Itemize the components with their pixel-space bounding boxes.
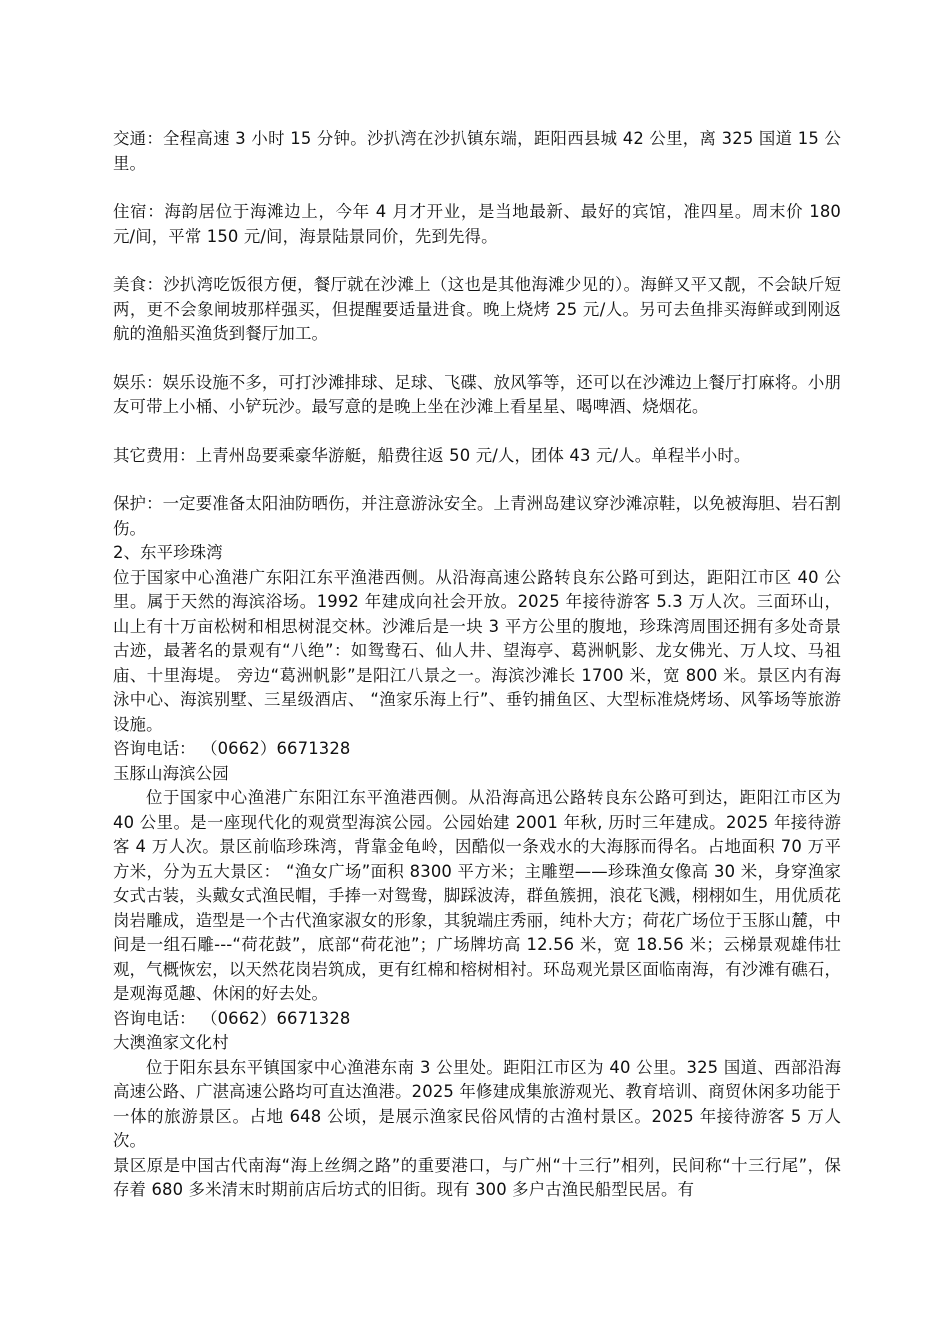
- yutun-phone: 咨询电话： （0662）6671328: [113, 1008, 351, 1028]
- section2-heading: 2、东平珍珠湾: [113, 543, 223, 562]
- protection-paragraph: 保护：一定要准备太阳油防晒伤，并注意游泳安全。上青洲岛建议穿沙滩凉鞋，以免被海胆、岩石割伤。: [113, 494, 841, 538]
- daao-body-continued: 景区原是中国古代南海“海上丝绸之路”的重要港口，与广州“十三行”相列，民间称“十三行尾”，保存着 680 多米清末时期前店后坊式的旧街。现有 300 多户古渔民船型民居。有: [113, 1155, 841, 1199]
- entertainment-paragraph: 娱乐：娱乐设施不多，可打沙滩排球、足球、飞碟、放风筝等，还可以在沙滩边上餐厅打麻将。小朋友可带上小桶、小铲玩沙。最写意的是晚上坐在沙滩上看星星、喝啤酒、烧烟花。: [113, 372, 841, 416]
- section2-body: 位于国家中心渔港广东阳江东平渔港西侧。从沿海高速公路转良东公路可到达，距阳江市区 40 公里。属于天然的海滨浴场。1992 年建成向社会开放。2025 年接待游客 5.3 万人次。三面环山，山上有十万亩松树和相思树混交林。沙滩后是一块 3 平方公里的腹地，珍珠湾周围还拥有多处奇景古迹，最著名的景观有“八绝”：如鸳鸯石、仙人井、望海亭、葛洲帆影、龙女佛光、万人坟、马祖庙、十里海堤。 旁边“葛洲帆影”是阳江八景之一。海滨沙滩长 1700 米，宽 800 米。景区内有海泳中心、海滨别墅、三星级酒店、 “渔家乐海上行”、垂钓捕鱼区、大型标准烧烤场、风筝场等旅游设施。: [113, 567, 841, 734]
- daao-body: 位于阳东县东平镇国家中心渔港东南 3 公里处。距阳江市区为 40 公里。325 国道、西部沿海高速公路、广湛高速公路均可直达渔港。2025 年修建成集旅游观光、教育培训、商贸休闲多功能于一体的旅游景区。占地 648 公顷，是展示渔家民俗风情的古渔村景区。2025 年接待游客 5 万人次。: [113, 1057, 841, 1150]
- transport-paragraph: 交通：全程高速 3 小时 15 分钟。沙扒湾在沙扒镇东端，距阳西县城 42 公里，离 325 国道 15 公里。: [113, 129, 841, 173]
- lodging-paragraph: 住宿：海韵居位于海滩边上，今年 4 月才开业，是当地最新、最好的宾馆，准四星。周末价 180 元/间，平常 150 元/间，海景陆景同价，先到先得。: [113, 202, 841, 246]
- daao-heading: 大澳渔家文化村: [113, 1033, 229, 1052]
- yutun-body: 位于国家中心渔港广东阳江东平渔港西侧。从沿海高迅公路转良东公路可到达，距阳江市区为 40 公里。是一座现代化的观赏型海滨公园。公园始建 2001 年秋, 历时三年建成。2025 年接待游客 4 万人次。景区前临珍珠湾，背靠金龟岭，因酷似一条戏水的大海豚而得名。占地面积 70 万平方米，分为五大景区： “渔女广场”面积 8300 平方米；主雕塑——珍珠渔女像高 30 米，身穿渔家女式古装，头戴女式渔民帽，手捧一对鸳鸯，脚踩波涛，群鱼簇拥，浪花飞溅，栩栩如生，用优质花岗岩雕成，造型是一个古代渔家淑女的形象，其貌端庄秀丽，纯朴大方；荷花广场位于玉豚山麓，中间是一组石雕---“荷花鼓”，底部“荷花池”；广场牌坊高 12.56 米，宽 18.56 米；云梯景观雄伟壮观，气概恢宏，以天然花岗岩筑成，更有红棉和榕树相衬。环岛观光景区面临南海，有沙滩有礁石，是观海觅趣、休闲的好去处。: [113, 788, 841, 1003]
- other-costs-paragraph: 其它费用：上青州岛要乘豪华游艇，船费往返 50 元/人，团体 43 元/人。单程半小时。: [113, 445, 751, 465]
- yutun-heading: 玉豚山海滨公园: [113, 763, 229, 783]
- section2-phone: 咨询电话： （0662）6671328: [113, 739, 351, 758]
- food-paragraph: 美食：沙扒湾吃饭很方便，餐厅就在沙滩上（这也是其他海滩少见的）。海鲜又平又靓，不会缺斤短两，更不会象闸坡那样强买，但提醒要适量进食。晚上烧烤 25 元/人。另可去鱼排买海鲜或到刚返航的渔船买渔货到餐厅加工。: [113, 275, 841, 343]
- document-page: [113, 127, 841, 1203]
